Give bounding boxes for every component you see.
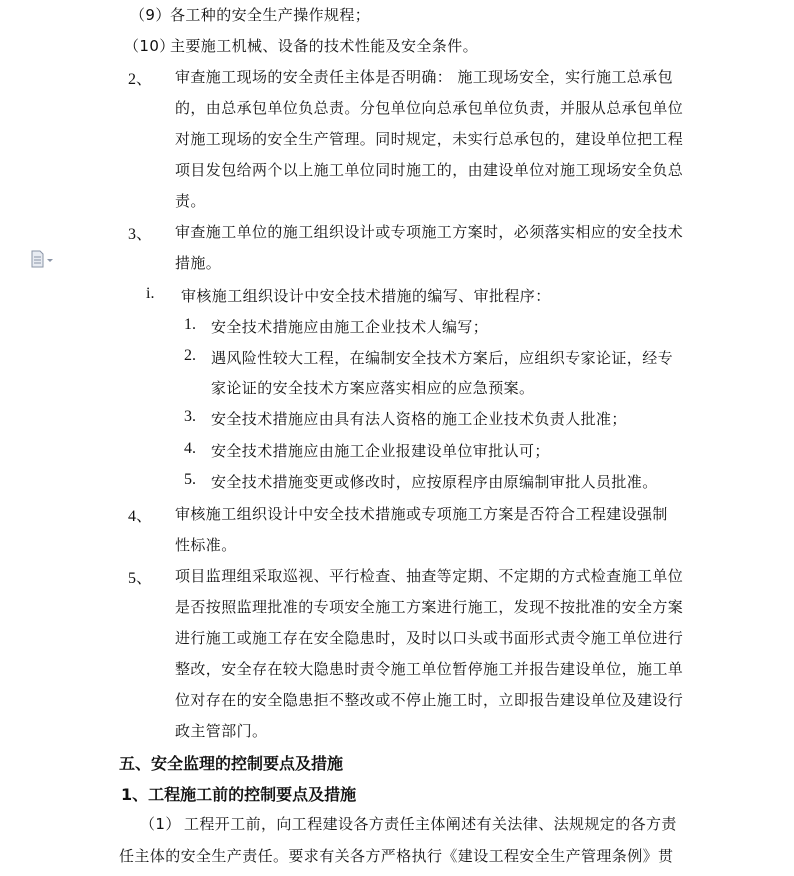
item-3-number: 3、 bbox=[128, 226, 153, 243]
item-2-line: 项目发包给两个以上施工单位同时施工的，由建设单位对施工现场安全负总 bbox=[175, 161, 684, 179]
item-2-line: 责。 bbox=[175, 192, 206, 210]
section-heading: 五、安全监理的控制要点及措施 bbox=[119, 754, 344, 773]
sub-item-1-line: 安全技术措施应由施工企业技术人编写； bbox=[211, 318, 489, 336]
item-9-text: 各工种的安全生产操作规程； bbox=[170, 6, 371, 24]
sub-i-number: i. bbox=[146, 285, 155, 302]
item-5-line: 项目监理组采取巡视、平行检查、抽查等定期、不定期的方式检查施工单位 bbox=[175, 567, 684, 585]
sub-item-2-line: 遇风险性较大工程，在编制安全技术方案后，应组织专家论证，经专 bbox=[211, 349, 674, 367]
item-10-number: （10） bbox=[124, 37, 175, 55]
item-5-line: 进行施工或施工存在安全隐患时，及时以口头或书面形式责令施工单位进行 bbox=[175, 629, 684, 647]
item-4-line: 审核施工组织设计中安全技术措施或专项施工方案是否符合工程建设强制 bbox=[175, 505, 668, 523]
sub-item-5-line: 安全技术措施变更或修改时，应按原程序由原编制审批人员批准。 bbox=[211, 473, 658, 491]
subsection-heading: 1、工程施工前的控制要点及措施 bbox=[121, 785, 357, 804]
item-5-line: 政主管部门。 bbox=[175, 722, 268, 740]
item-4-number: 4、 bbox=[128, 508, 153, 525]
item-2-line: 审查施工现场的安全责任主体是否明确： 施工现场安全，实行施工总承包 bbox=[175, 68, 673, 86]
item-5-line: 是否按照监理批准的专项安全施工方案进行施工，发现不按批准的安全方案 bbox=[175, 598, 684, 616]
document-icon[interactable] bbox=[30, 250, 56, 274]
sub-item-1-number: 1. bbox=[184, 316, 196, 333]
sub-item-2-line: 家论证的安全技术方案应落实相应的应急预案。 bbox=[211, 379, 535, 397]
item-2-number: 2、 bbox=[128, 71, 153, 88]
item-4-line: 性标准。 bbox=[175, 536, 237, 554]
item-2-line: 对施工现场的安全生产管理。同时规定，未实行总承包的，建设单位把工程 bbox=[175, 130, 684, 148]
para-1-line: 工程开工前，向工程建设各方责任主体阐述有关法律、法规规定的各方责 bbox=[184, 815, 677, 833]
sub-item-4-line: 安全技术措施应由施工企业报建设单位审批认可； bbox=[211, 442, 550, 460]
sub-i-text: 审核施工组织设计中安全技术措施的编写、审批程序： bbox=[181, 287, 551, 305]
sub-item-4-number: 4. bbox=[184, 440, 196, 457]
item-5-line: 位对存在的安全隐患拒不整改或不停止施工时，立即报告建设单位及建设行 bbox=[175, 691, 684, 709]
item-9-number: （9） bbox=[130, 6, 171, 24]
sub-item-3-line: 安全技术措施应由具有法人资格的施工企业技术负责人批准； bbox=[211, 410, 627, 428]
item-3-line: 措施。 bbox=[175, 254, 222, 272]
para-1-line: 任主体的安全生产责任。要求有关各方严格执行《建设工程安全生产管理条例》贯 bbox=[119, 847, 674, 865]
item-2-line: 的，由总承包单位负总责。分包单位向总承包单位负责，并服从总承包单位 bbox=[175, 99, 684, 117]
item-3-line: 审查施工单位的施工组织设计或专项施工方案时，必须落实相应的安全技术 bbox=[175, 223, 684, 241]
sub-item-3-number: 3. bbox=[184, 408, 196, 425]
item-5-number: 5、 bbox=[128, 570, 153, 587]
para-1-number: （1） bbox=[140, 815, 181, 833]
item-10-text: 主要施工机械、设备的技术性能及安全条件。 bbox=[170, 37, 479, 55]
sub-item-5-number: 5. bbox=[184, 471, 196, 488]
sub-item-2-number: 2. bbox=[184, 347, 196, 364]
item-5-line: 整改，安全存在较大隐患时责令施工单位暂停施工并报告建设单位，施工单 bbox=[175, 660, 684, 678]
